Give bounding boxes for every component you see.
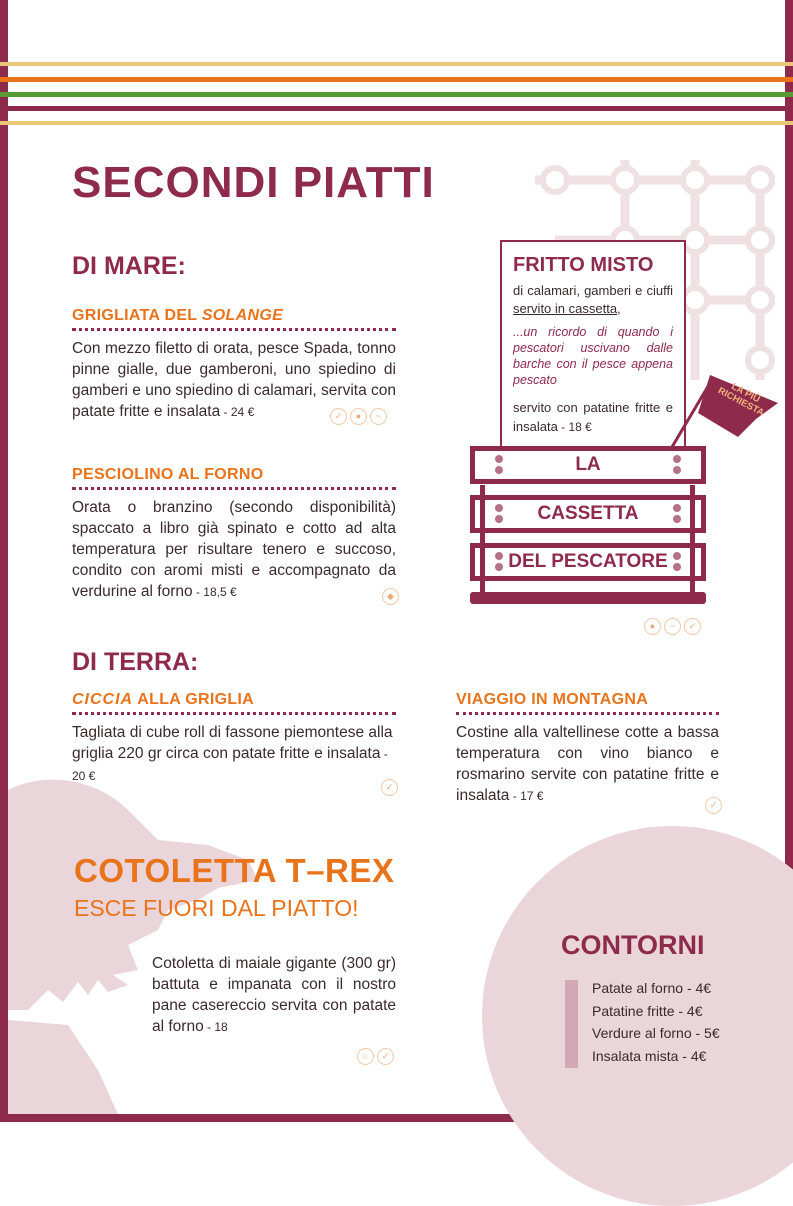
crate-bar-1 xyxy=(470,446,706,484)
fritto-icons xyxy=(644,618,701,635)
egg-icon: ○ xyxy=(357,1048,374,1065)
fritto-price: - 18 € xyxy=(557,420,592,434)
dish-icons xyxy=(330,408,387,425)
gluten-free-icon: ✓ xyxy=(705,797,722,814)
cotoletta-subtitle: ESCE FUORI DAL PIATTO! xyxy=(74,895,359,921)
stripe-gold xyxy=(0,62,793,66)
fritto-desc-end: , xyxy=(617,301,621,316)
dish-title-brand: CICCIA xyxy=(72,691,134,708)
crate-label: CASSETTA xyxy=(537,503,639,524)
crate-label: DEL PESCATORE xyxy=(508,551,668,572)
crate-dots-left xyxy=(495,455,503,477)
egg-free-icon: ● xyxy=(644,618,661,635)
list-item: Patatine fritte - 4€ xyxy=(592,1002,703,1019)
list-item: Insalata mista - 4€ xyxy=(592,1047,707,1064)
dish-description xyxy=(456,722,719,807)
stripe-maroon xyxy=(0,106,793,111)
dish-title: VIAGGIO IN MONTAGNA xyxy=(456,691,719,715)
dish-icons xyxy=(357,1048,394,1065)
contorni-title: CONTORNI xyxy=(561,930,705,960)
dish-icons xyxy=(381,779,398,796)
fritto-desc-text: di calamari, gamberi e ciuffi xyxy=(513,283,673,298)
dish-pesciolino xyxy=(72,466,396,603)
egg-free-icon: ● xyxy=(350,408,367,425)
dish-title xyxy=(72,307,396,331)
stripe-gold-2 xyxy=(0,121,793,125)
dish-desc-text: Con mezzo filetto di orata, pesce Spada, tonno pinne gialle, due gamberoni, uno spiedino di gamberi e uno spiedino di calamari, servita con patate fritte e insalata xyxy=(72,340,396,420)
crate-base xyxy=(470,592,706,604)
gluten-free-icon: ✓ xyxy=(684,618,701,635)
shellfish-icon: ~ xyxy=(370,408,387,425)
dish-desc-text: Orata o branzino (secondo disponibilità) spaccato a libro già spinato e cotto ad alta temperatura per risultare tenero e succoso, condito con aromi misti e accompagnato da verdurine al forno xyxy=(72,499,396,600)
crate-bar-3 xyxy=(470,543,706,581)
dish-price: - 18,5 € xyxy=(192,585,237,599)
dish-desc-text: Costine alla valtellinese cotte a bassa temperatura con vino bianco e rosmarino servite con patatine fritte e insalata xyxy=(456,724,719,804)
dish-icons xyxy=(382,588,399,605)
fritto-title: FRITTO MISTO xyxy=(513,254,654,276)
crate-leg-left xyxy=(480,485,485,595)
crate-dots-left xyxy=(495,552,503,574)
dish-grigliata xyxy=(72,307,396,423)
dish-title: PESCIOLINO AL FORNO xyxy=(72,466,396,490)
fritto-serve-text: servito con patatine fritte e insalata xyxy=(513,400,673,434)
trex-silhouette xyxy=(8,770,258,1114)
crate-dots-left xyxy=(495,504,503,526)
dish-price: - 20 € xyxy=(72,747,388,783)
dish-desc-text: Cotoletta di maiale gigante (300 gr) battuta e impanata con il nostro pane casereccio servita con patate al forno xyxy=(152,955,396,1035)
gluten-free-icon: ✓ xyxy=(381,779,398,796)
list-item: Verdure al forno - 5€ xyxy=(592,1025,720,1041)
dish-desc-text: Tagliata di cube roll di fassone piemontese alla griglia 220 gr circa con patate fritte e insalata xyxy=(72,724,393,762)
dish-price: - 24 € xyxy=(220,405,255,419)
crate-bar-2 xyxy=(470,495,706,533)
gluten-free-icon: ✓ xyxy=(377,1048,394,1065)
crate-leg-right xyxy=(690,485,695,595)
cotoletta-description xyxy=(152,953,396,1038)
contorni-bar xyxy=(565,980,578,1068)
flag-label: LA PIÙ RICHIESTA xyxy=(716,381,766,419)
page-frame-left xyxy=(0,0,8,1122)
stripe-orange xyxy=(0,77,793,82)
crate-dots-right xyxy=(673,504,681,526)
stripe-green xyxy=(0,92,793,97)
dish-title-italic: SOLANGE xyxy=(201,307,284,324)
fritto-quote: ...un ricordo di quando i pescatori uscivano dalle barche con il pesce appena pescato xyxy=(513,325,673,387)
dish-price: - 17 € xyxy=(509,789,544,803)
contorni-list xyxy=(592,977,720,1067)
dish-description xyxy=(72,722,396,787)
dish-price: - 18 xyxy=(203,1020,228,1034)
fritto-desc-underlined: servito in cassetta xyxy=(513,301,618,316)
section-heading-mare: DI MARE: xyxy=(72,252,186,280)
list-item: Patate al forno - 4€ xyxy=(592,980,712,996)
page-title: SECONDI PIATTI xyxy=(72,158,435,207)
section-heading-terra: DI TERRA: xyxy=(72,648,199,676)
gluten-free-icon: ✓ xyxy=(330,408,347,425)
crate-dots-right xyxy=(673,455,681,477)
fritto-serve xyxy=(513,398,673,437)
fish-icon: ◆ xyxy=(382,588,399,605)
fritto-description xyxy=(513,282,673,318)
dish-title-text: GRIGLIATA DEL xyxy=(72,307,202,324)
dish-icons xyxy=(705,797,722,814)
shellfish-icon: ~ xyxy=(664,618,681,635)
fritto-misto-box xyxy=(500,240,686,449)
crate-dots-right xyxy=(673,552,681,574)
dish-ciccia xyxy=(72,691,396,787)
dish-description xyxy=(72,497,396,603)
cotoletta-title: COTOLETTA T–REX xyxy=(74,852,395,889)
crate-label: LA xyxy=(575,454,601,475)
dish-title xyxy=(72,691,396,715)
dish-viaggio xyxy=(456,691,719,807)
dish-title-text: ALLA GRIGLIA xyxy=(133,691,255,708)
